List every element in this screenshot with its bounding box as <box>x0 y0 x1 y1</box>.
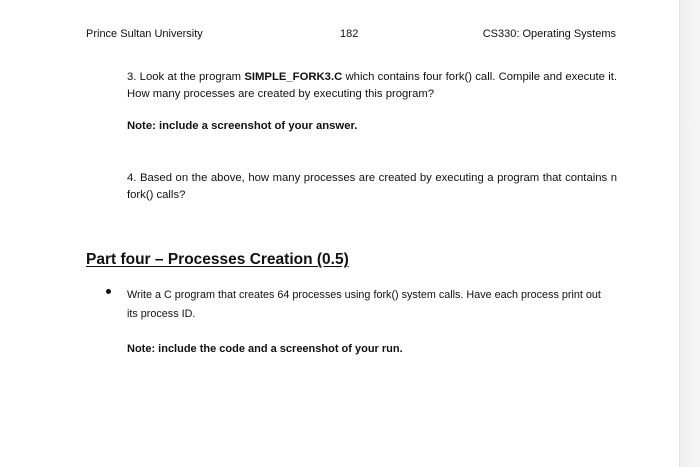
part-four-heading: Part four – Processes Creation (0.5) <box>86 251 349 268</box>
part-four-task: Write a C program that creates 64 processes using fork() system calls. Have each process print out its process ID. <box>127 289 601 320</box>
question-4: 4. Based on the above, how many processes are created by executing a program that contains n fork() calls? <box>127 172 617 201</box>
page-header <box>86 28 616 44</box>
question-3-note: Note: include a screenshot of your answer. <box>127 120 358 132</box>
header-institution: Prince Sultan University <box>86 28 203 40</box>
page-edge <box>679 0 700 467</box>
question-3-prefix: 3. Look at the program <box>127 71 245 83</box>
bullet-icon <box>106 287 114 295</box>
question-3-suffix: which contains four fork() call. Compile and execute it. How many processes are created by executing this program? <box>127 71 617 100</box>
question-3 <box>127 69 617 103</box>
program-name: SIMPLE_FORK3.C <box>244 71 343 83</box>
header-page-number: 182 <box>340 28 359 40</box>
header-course: CS330: Operating Systems <box>482 28 616 40</box>
part-four-note: Note: include the code and a screenshot of your run. <box>127 343 403 355</box>
